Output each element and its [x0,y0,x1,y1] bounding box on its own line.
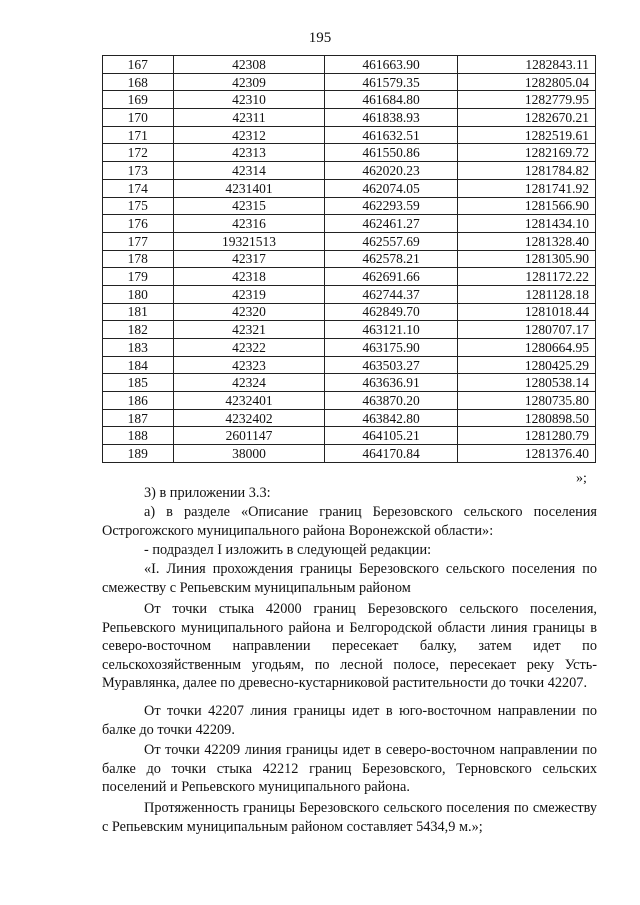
x-coordinate-cell: 462461.27 [325,215,457,233]
row-number-cell: 175 [103,197,174,215]
y-coordinate-cell: 1280538.14 [457,374,595,392]
x-coordinate-cell: 462293.59 [325,197,457,215]
table-row [103,126,596,144]
table-row [103,339,596,357]
table-row [103,374,596,392]
row-number-cell: 169 [103,91,174,109]
coordinates-table [102,55,596,463]
row-number-cell: 171 [103,126,174,144]
row-number-cell: 167 [103,56,174,74]
y-coordinate-cell: 1282670.21 [457,109,595,127]
row-number-cell: 189 [103,445,174,463]
x-coordinate-cell: 463175.90 [325,339,457,357]
x-coordinate-cell: 462578.21 [325,250,457,268]
paragraph-subitem-3: 3) в приложении 3.3: [144,485,271,501]
table-row [103,321,596,339]
point-id-cell: 42313 [173,144,325,162]
point-id-cell: 38000 [173,445,325,463]
table-row [103,91,596,109]
point-id-cell: 42323 [173,356,325,374]
table-row [103,109,596,127]
paragraph-instruction: - подраздел I изложить в следующей редакции: [144,542,432,558]
row-number-cell: 180 [103,285,174,303]
row-number-cell: 168 [103,73,174,91]
x-coordinate-cell: 462744.37 [325,285,457,303]
point-id-cell: 42310 [173,91,325,109]
paragraph-boundary-description-1: От точки стыка 42000 границ Березовского сельского поселения, Репьевского муниципального района и Белгородской области линия границы в северо-восточном направлении пересекает балку, затем идет по сельскохозяйственным угодьям, по лесной полосе, пересекает реку Усть-Муравлянка, далее по древесно-кустарниковой растительности до точки 42207. [102,601,597,692]
row-number-cell: 188 [103,427,174,445]
y-coordinate-cell: 1281376.40 [457,445,595,463]
y-coordinate-cell: 1281741.92 [457,179,595,197]
row-number-cell: 186 [103,392,174,410]
point-id-cell: 42319 [173,285,325,303]
x-coordinate-cell: 461663.90 [325,56,457,74]
point-id-cell: 42312 [173,126,325,144]
table-row [103,144,596,162]
row-number-cell: 179 [103,268,174,286]
point-id-cell: 42318 [173,268,325,286]
x-coordinate-cell: 464105.21 [325,427,457,445]
x-coordinate-cell: 461684.80 [325,91,457,109]
row-number-cell: 172 [103,144,174,162]
x-coordinate-cell: 462557.69 [325,232,457,250]
table-closing-mark: »; [576,471,587,486]
point-id-cell: 42316 [173,215,325,233]
table-row [103,197,596,215]
y-coordinate-cell: 1280664.95 [457,339,595,357]
table-row [103,392,596,410]
x-coordinate-cell: 464170.84 [325,445,457,463]
table-row [103,56,596,74]
y-coordinate-cell: 1282779.95 [457,91,595,109]
point-id-cell: 42317 [173,250,325,268]
row-number-cell: 176 [103,215,174,233]
point-id-cell: 2601147 [173,427,325,445]
y-coordinate-cell: 1281566.90 [457,197,595,215]
x-coordinate-cell: 461632.51 [325,126,457,144]
y-coordinate-cell: 1280898.50 [457,409,595,427]
table-row [103,356,596,374]
x-coordinate-cell: 463503.27 [325,356,457,374]
row-number-cell: 182 [103,321,174,339]
table-row [103,445,596,463]
x-coordinate-cell: 461838.93 [325,109,457,127]
y-coordinate-cell: 1282519.61 [457,126,595,144]
row-number-cell: 178 [103,250,174,268]
point-id-cell: 42315 [173,197,325,215]
table-row [103,73,596,91]
table-row [103,215,596,233]
x-coordinate-cell: 462074.05 [325,179,457,197]
point-id-cell: 42322 [173,339,325,357]
table-row [103,179,596,197]
point-id-cell: 4231401 [173,179,325,197]
y-coordinate-cell: 1282169.72 [457,144,595,162]
paragraph-subitem-a: а) в разделе «Описание границ Березовского сельского поселения Острогожского муниципального района Воронежской области»: [102,504,597,539]
x-coordinate-cell: 461550.86 [325,144,457,162]
y-coordinate-cell: 1281434.10 [457,215,595,233]
table-row [103,303,596,321]
point-id-cell: 42309 [173,73,325,91]
x-coordinate-cell: 461579.35 [325,73,457,91]
paragraph-boundary-description-3: От точки 42209 линия границы идет в северо-восточном направлении по балке до точки стыка 42212 границ Березовского, Терновского сельских поселений и Репьевского муниципального района. [102,742,597,796]
row-number-cell: 184 [103,356,174,374]
y-coordinate-cell: 1282805.04 [457,73,595,91]
point-id-cell: 19321513 [173,232,325,250]
row-number-cell: 177 [103,232,174,250]
y-coordinate-cell: 1281784.82 [457,162,595,180]
y-coordinate-cell: 1281018.44 [457,303,595,321]
point-id-cell: 4232402 [173,409,325,427]
y-coordinate-cell: 1281305.90 [457,250,595,268]
point-id-cell: 42311 [173,109,325,127]
coordinates-table-body [103,56,596,463]
table-row [103,268,596,286]
table-row [103,250,596,268]
row-number-cell: 181 [103,303,174,321]
y-coordinate-cell: 1280735.80 [457,392,595,410]
row-number-cell: 170 [103,109,174,127]
point-id-cell: 4232401 [173,392,325,410]
row-number-cell: 173 [103,162,174,180]
y-coordinate-cell: 1282843.11 [457,56,595,74]
y-coordinate-cell: 1280707.17 [457,321,595,339]
x-coordinate-cell: 463870.20 [325,392,457,410]
table-row [103,409,596,427]
x-coordinate-cell: 462691.66 [325,268,457,286]
point-id-cell: 42321 [173,321,325,339]
x-coordinate-cell: 463842.80 [325,409,457,427]
y-coordinate-cell: 1281280.79 [457,427,595,445]
table-row [103,162,596,180]
y-coordinate-cell: 1281128.18 [457,285,595,303]
x-coordinate-cell: 463121.10 [325,321,457,339]
point-id-cell: 42324 [173,374,325,392]
y-coordinate-cell: 1281328.40 [457,232,595,250]
x-coordinate-cell: 463636.91 [325,374,457,392]
paragraph-boundary-description-2: От точки 42207 линия границы идет в юго-восточном направлении по балке до точки 42209. [102,703,597,738]
row-number-cell: 187 [103,409,174,427]
x-coordinate-cell: 462849.70 [325,303,457,321]
section-heading: «I. Линия прохождения границы Березовского сельского поселения по смежеству с Репьевским муниципальным районом [102,561,597,596]
row-number-cell: 183 [103,339,174,357]
x-coordinate-cell: 462020.23 [325,162,457,180]
table-row [103,285,596,303]
point-id-cell: 42320 [173,303,325,321]
row-number-cell: 174 [103,179,174,197]
y-coordinate-cell: 1280425.29 [457,356,595,374]
paragraph-boundary-length: Протяженность границы Березовского сельского поселения по смежеству с Репьевским муниципальным районом составляет 5434,9 м.»; [102,800,597,835]
point-id-cell: 42308 [173,56,325,74]
table-row [103,427,596,445]
page-number: 195 [308,30,332,46]
table-row [103,232,596,250]
y-coordinate-cell: 1281172.22 [457,268,595,286]
row-number-cell: 185 [103,374,174,392]
point-id-cell: 42314 [173,162,325,180]
